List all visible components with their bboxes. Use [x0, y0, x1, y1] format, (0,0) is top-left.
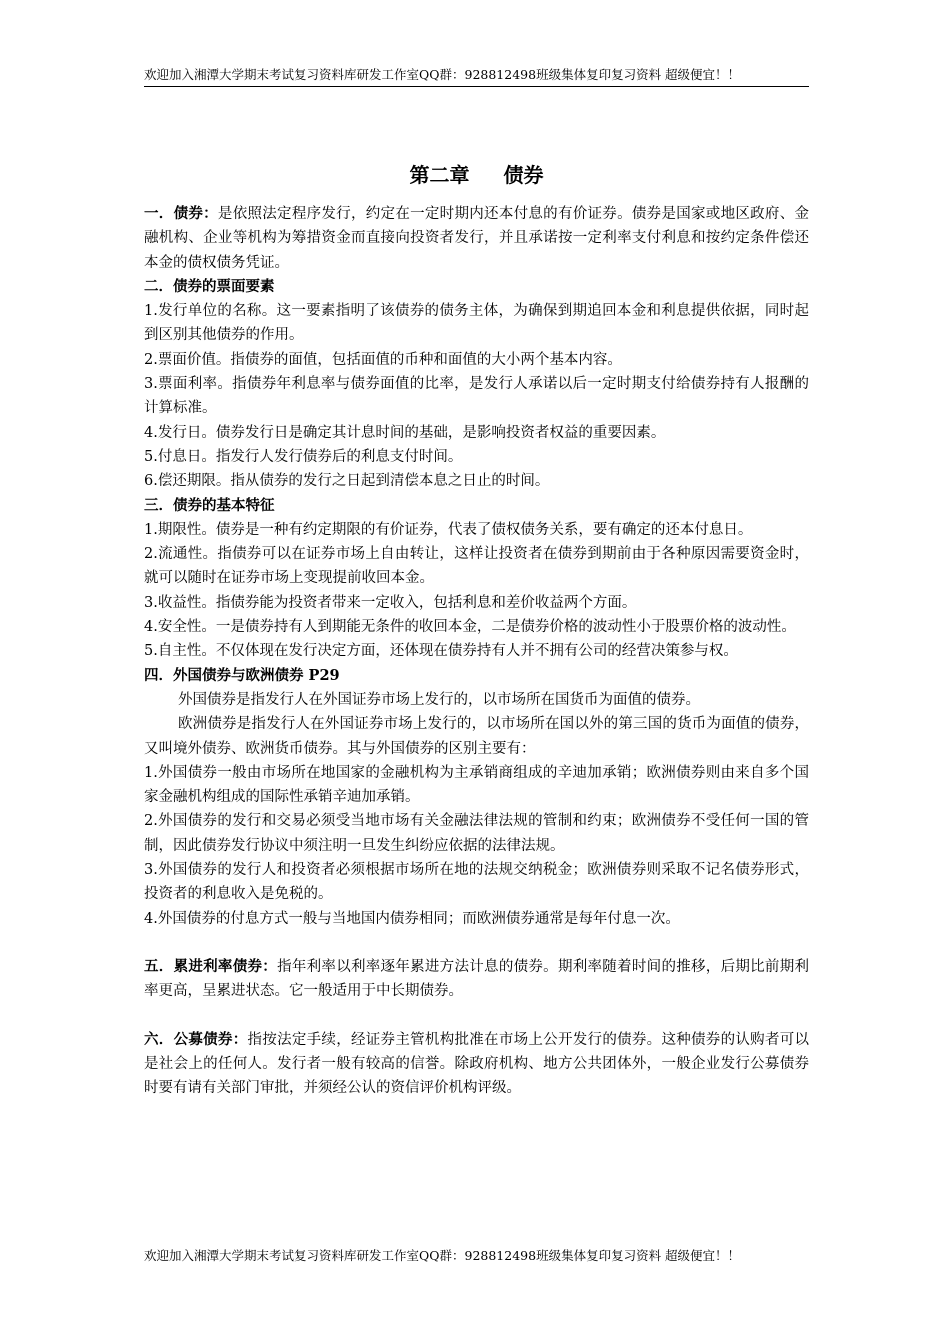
footer-banner: 欢迎加入湘潭大学期末考试复习资料库研发工作室QQ群：928812498班级集体复印复习资料 超级便宜！！ [144, 1248, 741, 1263]
section-4-paragraph-2: 欧洲债券是指发行人在外国证券市场上发行的，以市场所在国以外的第三国的货币为面值的债券，又叫境外债券、欧洲货币债券。其与外国债券的区别主要有： [144, 716, 809, 757]
section-5-paragraph [144, 955, 809, 1004]
section-6-text: 指按法定手续，经证券主管机构批准在市场上公开发行的债券。这种债券的认购者可以是社会上的任何人。发行者一般有较高的信誉。除政府机构、地方公共团体外，一般企业发行公募债券时要有请有关部门审批，并须经公认的资信评价机构评级。 [144, 1031, 810, 1097]
list-item: 5.付息日。指发行人发行债券后的利息支付时间。 [144, 448, 463, 465]
section-3-heading: 三．债券的基本特征 [144, 496, 275, 514]
list-item: 4.发行日。债券发行日是确定其计息时间的基础，是影响投资者权益的重要因素。 [144, 424, 666, 441]
page-header [144, 66, 809, 87]
section-4-paragraph-1: 外国债券是指发行人在外国证券市场上发行的，以市场所在国货币为面值的债券。 [178, 691, 700, 708]
section-5-heading: 五．累进利率债券： [144, 957, 278, 975]
list-item: 1.期限性。债券是一种有约定期限的有价证券，代表了债权债务关系，要有确定的还本付息日。 [144, 521, 753, 538]
section-1-paragraph [144, 202, 809, 275]
chapter-title [144, 160, 809, 190]
section-2-heading: 二．债券的票面要素 [144, 277, 275, 295]
section-5-text: 指年利率以利率逐年累进方法计息的债券。期利率随着时间的推移，后期比前期利率更高，呈累进状态。它一般适用于中长期债券。 [144, 958, 810, 1000]
list-item: 4.安全性。一是债券持有人到期能无条件的收回本金，二是债券价格的波动性小于股票价格的波动性。 [144, 619, 796, 636]
list-item: 3.外国债券的发行人和投资者必须根据市场所在地的法规交纳税金；欧洲债券则采取不记名债券形式，投资者的利息收入是免税的。 [144, 862, 809, 903]
list-item: 2.流通性。指债券可以在证券市场上自由转让，这样让投资者在债券到期前由于各种原因需要资金时，就可以随时在证券市场上变现提前收回本金。 [144, 546, 809, 587]
section-1-text: 是依照法定程序发行，约定在一定时期内还本付息的有价证券。债券是国家或地区政府、金融机构、企业等机构为筹措资金而直接向投资者发行，并且承诺按一定利率支付利息和按约定条件偿还本金的债权债务凭证。 [144, 206, 809, 271]
list-item: 1.发行单位的名称。这一要素指明了该债券的债务主体，为确保到期追回本金和利息提供依据，同时起到区别其他债券的作用。 [144, 303, 809, 344]
section-1-heading: 一．债券： [144, 205, 218, 222]
chapter-topic: 债券 [503, 163, 544, 187]
list-item: 2.票面价值。指债券的面值，包括面值的币种和面值的大小两个基本内容。 [144, 351, 622, 368]
list-item: 3.票面利率。指债券年利息率与债券面值的比率，是发行人承诺以后一定时期支付给债券持有人报酬的计算标准。 [144, 376, 809, 417]
document-body [144, 202, 809, 1100]
chapter-number: 第二章 [409, 163, 470, 187]
page-footer [144, 1247, 809, 1265]
list-item: 5.自主性。不仅体现在发行决定方面，还体现在债券持有人并不拥有公司的经营决策参与权。 [144, 643, 738, 660]
list-item: 3.收益性。指债券能为投资者带来一定收入，包括利息和差价收益两个方面。 [144, 594, 637, 611]
header-banner: 欢迎加入湘潭大学期末考试复习资料库研发工作室QQ群：928812498班级集体复印复习资料 超级便宜！！ [144, 67, 741, 82]
section-6-paragraph [144, 1028, 809, 1101]
list-item: 6.偿还期限。指从债券的发行之日起到清偿本息之日止的时间。 [144, 473, 550, 490]
section-6-heading: 六．公募债券： [144, 1030, 248, 1048]
list-item: 2.外国债券的发行和交易必须受当地市场有关金融法律法规的管制和约束；欧洲债券不受任何一国的管制，因此债券发行协议中须注明一旦发生纠纷应依据的法律法规。 [144, 813, 809, 854]
list-item: 4.外国债券的付息方式一般与当地国内债券相同；而欧洲债券通常是每年付息一次。 [144, 910, 680, 927]
spacer [144, 1004, 809, 1028]
spacer [144, 931, 809, 955]
section-4-heading: 四．外国债券与欧洲债券 P29 [144, 666, 340, 684]
list-item: 1.外国债券一般由市场所在地国家的金融机构为主承销商组成的辛迪加承销；欧洲债券则由来自多个国家金融机构组成的国际性承销辛迪加承销。 [144, 764, 809, 806]
